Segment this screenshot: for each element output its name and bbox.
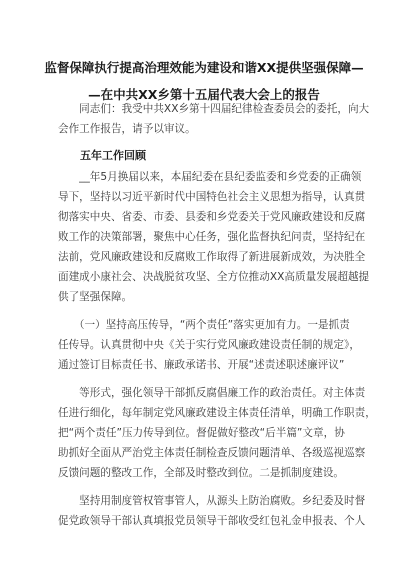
body-line: 反馈问题的整改工作，全部及时整改到位。二是抓制度建设。 bbox=[58, 467, 345, 479]
body-line: 法前，党风廉政建设和反腐败工作取得了新进展新成效，为决胜全 bbox=[58, 251, 366, 263]
body-line: （一）坚持高压传导，“两个责任”落实更加有力。一是抓责 bbox=[58, 319, 350, 331]
body-line: 会作工作报告，请予以审议。 bbox=[58, 123, 196, 135]
body-line: 面建成小康社会、决战脱贫攻坚、全方位推动XX高质量发展超越提 bbox=[58, 271, 370, 283]
report-title-line-2: —在中共XX乡第十五届代表大会上的报告 bbox=[88, 87, 320, 102]
body-line: 促党政领导干部认真填报党员领导干部收受红包礼金申报表、个人 bbox=[58, 515, 366, 527]
body-line: 彻落实中央、省委、市委、县委和乡党委关于党风廉政建设和反腐 bbox=[58, 211, 366, 223]
body-line: 导下，坚持以习近平新时代中国特色社会主义思想为指导，认真贯 bbox=[58, 191, 366, 203]
body-line: 败工作的决策部署，聚焦中心任务，强化监督执纪问责，坚持纪在 bbox=[58, 231, 366, 243]
body-line: __年5月换届以来，本届纪委在县纪委监委和乡党委的正确领 bbox=[58, 171, 362, 183]
body-line: 把“两个责任”压力传导到位。督促做好整改“后半篇”文章，协 bbox=[58, 427, 345, 439]
body-line: 通过签订目标责任书、廉政承诺书、开展“述责述职述廉评议” bbox=[58, 359, 345, 371]
report-title-line-1: 监督保障执行提高治理效能为建设和谐XX提供坚强保障— bbox=[44, 60, 364, 75]
body-line: 任进行细化，每年制定党风廉政建设主体责任清单，明确工作职责， bbox=[58, 407, 376, 419]
section-heading: 五年工作回顾 bbox=[58, 149, 146, 162]
body-line: 任传导。认真贯彻中央《关于实行党风廉政建设责任制的规定》， bbox=[58, 339, 360, 351]
body-line: 等形式，强化领导干部抓反腐倡廉工作的政治责任。对主体责 bbox=[58, 387, 366, 399]
body-line: 供了坚强保障。 bbox=[58, 291, 133, 303]
body-line: 助抓好全面从严治党主体责任制检查反馈问题清单、各级巡视巡察 bbox=[58, 447, 366, 459]
body-line: 坚持用制度管权管事管人，从源头上防治腐败。乡纪委及时督 bbox=[58, 495, 366, 507]
body-line: 同志们：我受中共XX乡第十四届纪律检查委员会的委托，向大 bbox=[58, 103, 370, 115]
